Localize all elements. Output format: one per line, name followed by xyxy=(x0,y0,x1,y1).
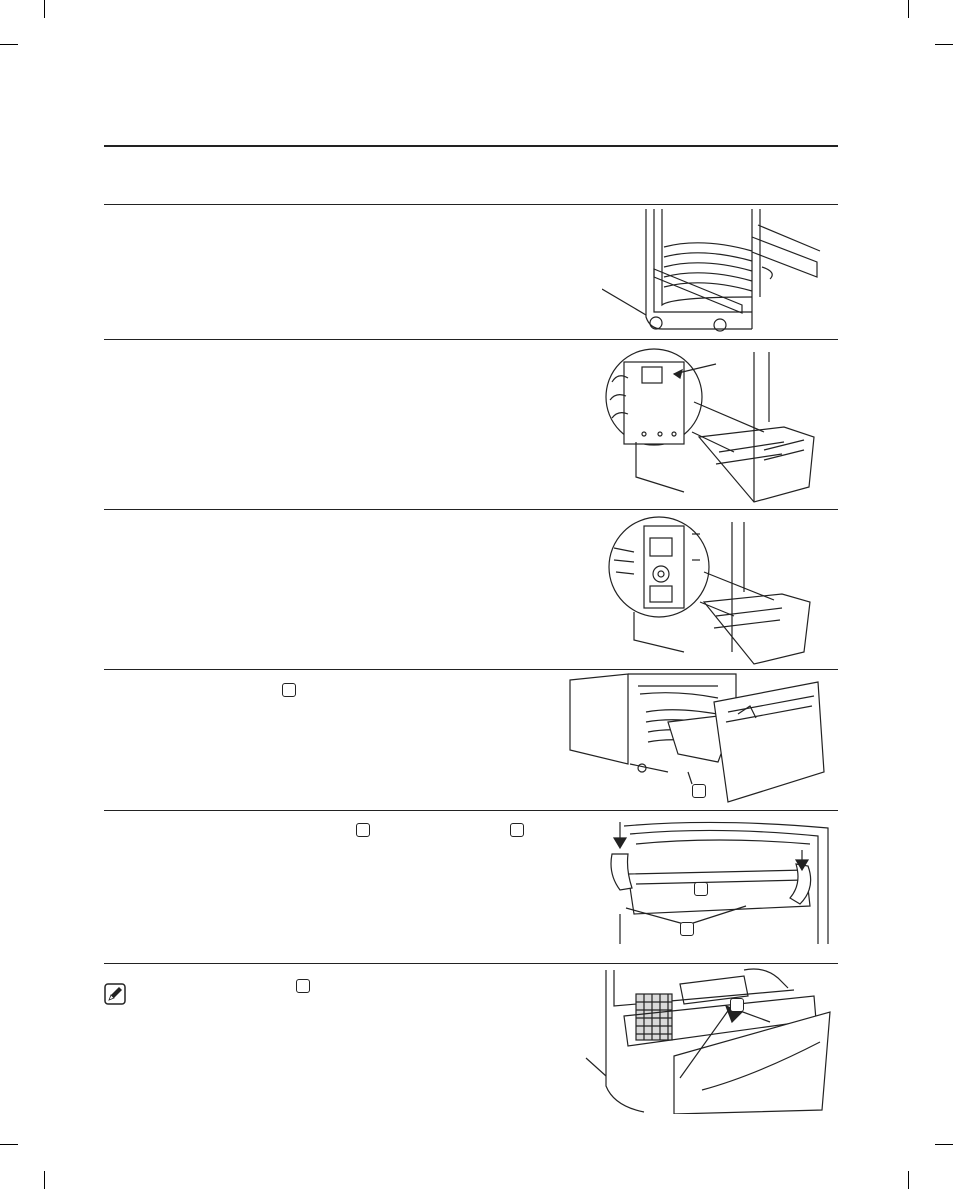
section-divider-1 xyxy=(104,204,838,205)
step-4-illustration-marker xyxy=(692,784,706,798)
note-pencil-icon xyxy=(104,983,126,1005)
drawer-rail-bracket-screws-illustration xyxy=(604,512,836,666)
freezer-drawer-rails-illustration xyxy=(602,207,838,335)
step-5-illustration-marker-2 xyxy=(680,922,694,936)
step-5-illustration-marker-1 xyxy=(694,882,708,896)
crop-mark-top-right-h xyxy=(935,44,953,45)
freezer-drawer-reassembly-illustration xyxy=(584,966,838,1114)
drawer-rail-clip-detail-illustration xyxy=(604,342,836,506)
step-4-inline-marker xyxy=(282,683,296,697)
note-inline-marker xyxy=(296,979,310,993)
drawer-front-removal-illustration xyxy=(606,814,838,946)
section-divider-6 xyxy=(104,963,838,964)
crop-mark-bottom-right-h xyxy=(935,1144,953,1145)
section-divider-3 xyxy=(104,509,838,510)
crop-mark-bottom-left-v xyxy=(44,1171,45,1189)
step-5-inline-marker-2 xyxy=(510,823,524,837)
section-divider-4 xyxy=(104,669,838,670)
section-divider-2 xyxy=(104,339,838,340)
crop-mark-top-right-v xyxy=(908,0,909,18)
step-5-inline-marker-1 xyxy=(356,823,370,837)
note-illustration-marker xyxy=(730,998,744,1012)
crop-mark-top-left-v xyxy=(44,0,45,18)
crop-mark-bottom-right-v xyxy=(908,1171,909,1189)
crop-mark-top-left-h xyxy=(0,44,18,45)
header-rule xyxy=(104,145,838,147)
section-divider-5 xyxy=(104,810,838,811)
crop-mark-bottom-left-h xyxy=(0,1144,18,1145)
